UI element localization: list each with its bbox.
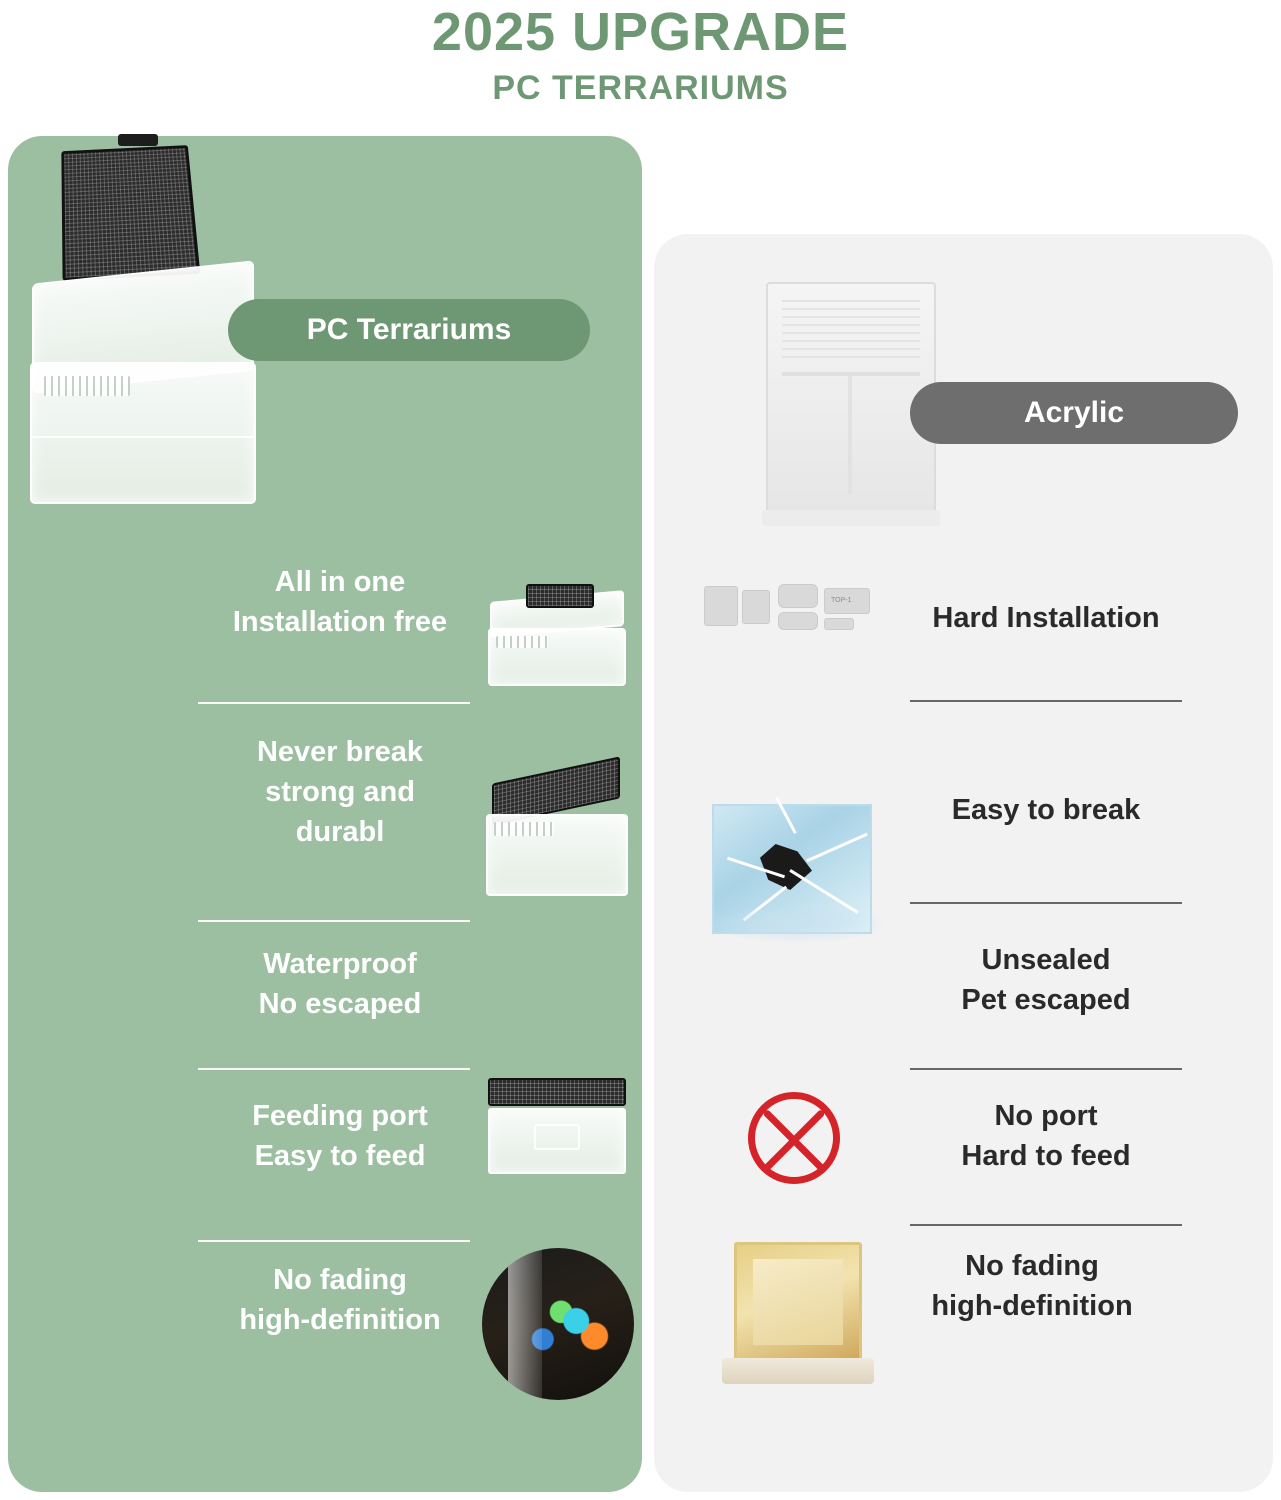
feature-no-fading-acrylic bbox=[862, 1246, 1202, 1326]
acrylic-base bbox=[762, 510, 940, 526]
thumb-vent-icon bbox=[496, 636, 548, 648]
acrylic-part-label: TOP-1 bbox=[831, 597, 852, 604]
divider-right-2 bbox=[910, 902, 1182, 904]
feature-easy-to-break-image bbox=[704, 790, 890, 950]
feature-hard-installation-label: Hard Installation bbox=[932, 602, 1160, 634]
page-title: 2025 UPGRADE bbox=[431, 2, 850, 62]
feature-no-fading-acrylic-line-1: No fading bbox=[965, 1250, 1099, 1282]
yellowed-acrylic-frame-icon bbox=[734, 1242, 862, 1362]
feature-all-in-one bbox=[8, 556, 628, 706]
feature-yellowed-image bbox=[716, 1240, 886, 1410]
acrylic-part-4 bbox=[778, 612, 818, 630]
feature-all-in-one-image bbox=[482, 578, 632, 688]
pill-acrylic bbox=[910, 382, 1238, 444]
pc-terrarium-hero-image bbox=[16, 130, 266, 490]
feature-no-port-line-2: Hard to feed bbox=[961, 1140, 1131, 1173]
thumb-feeding-mesh-icon bbox=[488, 1078, 626, 1106]
feature-unsealed bbox=[876, 940, 1216, 1020]
cube-shards bbox=[704, 910, 890, 944]
acrylic-part-6 bbox=[824, 618, 854, 630]
acrylic-part-1 bbox=[704, 586, 738, 626]
divider-left-1 bbox=[198, 702, 470, 704]
acrylic-part-5 bbox=[824, 588, 870, 614]
feature-no-fading-acrylic-line-2: high-definition bbox=[931, 1290, 1133, 1323]
feeding-port-icon bbox=[534, 1124, 580, 1150]
tank-seam bbox=[30, 436, 256, 438]
acrylic-part-3 bbox=[778, 584, 818, 608]
pill-acrylic-label: Acrylic bbox=[1023, 396, 1125, 429]
clear-panel-highlight bbox=[508, 1248, 542, 1400]
divider-left-3 bbox=[198, 1068, 470, 1070]
thumb-vent-icon bbox=[494, 822, 554, 836]
page-subtitle: PC TERRARIUMS bbox=[492, 68, 789, 107]
acrylic-part-2 bbox=[742, 590, 770, 624]
feature-all-in-one-line-1: All in one bbox=[274, 566, 406, 598]
acrylic-divider bbox=[848, 376, 852, 494]
feature-feeding-port-line-2: Easy to feed bbox=[254, 1140, 426, 1173]
feature-never-break-line-2: strong and bbox=[265, 776, 415, 809]
crack-2 bbox=[806, 833, 868, 863]
acrylic-vent-top bbox=[782, 298, 920, 358]
feature-waterproof bbox=[8, 938, 628, 1058]
feature-hard-installation-image bbox=[700, 580, 876, 650]
divider-right-4 bbox=[910, 1224, 1182, 1226]
feature-feeding-port-line-1: Feeding port bbox=[252, 1100, 428, 1132]
divider-right-1 bbox=[910, 700, 1182, 702]
feature-no-fading-line-1: No fading bbox=[273, 1264, 407, 1296]
feature-all-in-one-line-2: Installation free bbox=[232, 606, 448, 639]
feature-easy-to-break-label: Easy to break bbox=[951, 794, 1141, 826]
feature-unsealed-line-2: Pet escaped bbox=[961, 984, 1131, 1017]
cube-hole bbox=[760, 844, 812, 890]
divider-left-4 bbox=[198, 1240, 470, 1242]
vent-strip-icon bbox=[44, 376, 130, 396]
page-header bbox=[0, 0, 1281, 108]
pill-pc-terrariums-label: PC Terrariums bbox=[306, 313, 512, 346]
feature-waterproof-line-2: No escaped bbox=[258, 988, 422, 1021]
feature-no-fading-line-2: high-definition bbox=[239, 1304, 441, 1337]
feature-feeding-port-image bbox=[482, 1072, 634, 1190]
frame-base bbox=[722, 1358, 874, 1384]
divider-left-2 bbox=[198, 920, 470, 922]
feature-no-port bbox=[876, 1096, 1216, 1176]
feature-never-break-line-3: durabl bbox=[295, 816, 385, 849]
chameleon-photo bbox=[482, 1248, 634, 1400]
divider-right-3 bbox=[910, 1068, 1182, 1070]
crack-3 bbox=[789, 869, 858, 914]
feature-never-break bbox=[8, 726, 628, 916]
feature-no-port-line-1: No port bbox=[994, 1100, 1098, 1132]
thumb-mesh-lid-icon bbox=[526, 584, 594, 608]
feature-never-break-image bbox=[482, 770, 632, 900]
lid-latch-icon bbox=[118, 134, 158, 146]
feature-no-fading bbox=[8, 1250, 628, 1390]
mesh-lid-icon bbox=[61, 145, 200, 281]
crack-5 bbox=[775, 797, 796, 834]
feature-never-break-line-1: Never break bbox=[256, 736, 424, 768]
feature-feeding-port bbox=[8, 1090, 628, 1220]
feature-waterproof-line-1: Waterproof bbox=[263, 948, 417, 980]
no-port-icon bbox=[748, 1092, 840, 1184]
pill-pc-terrariums bbox=[228, 299, 590, 361]
feature-no-fading-image bbox=[482, 1248, 634, 1400]
feature-unsealed-line-1: Unsealed bbox=[981, 944, 1111, 976]
frame-inner bbox=[753, 1259, 843, 1345]
